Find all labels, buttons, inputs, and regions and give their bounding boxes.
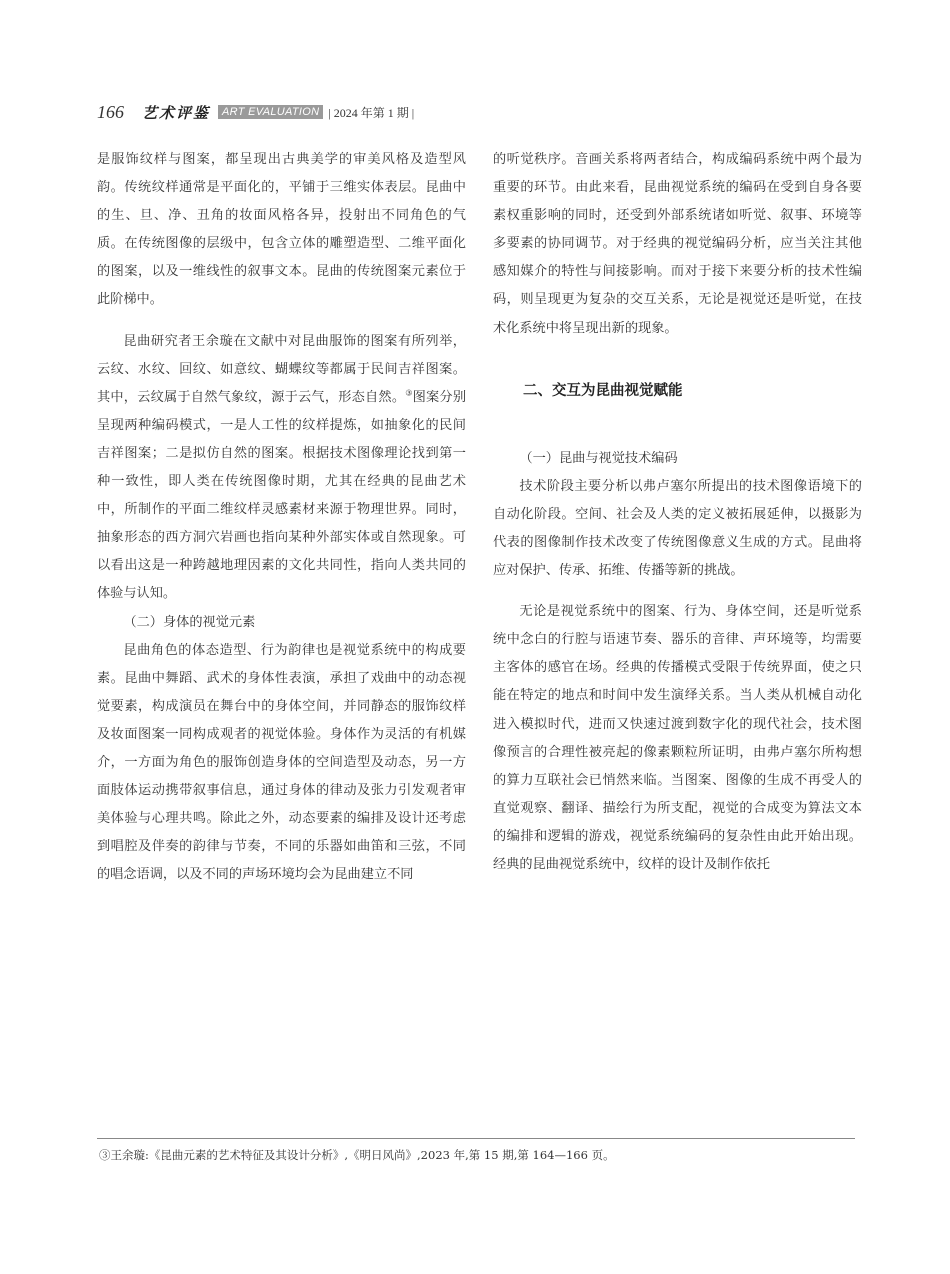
paragraph: 技术阶段主要分析以弗卢塞尔所提出的技术图像语境下的自动化阶段。空间、社会及人类的定义被拓展延伸，以摄影为代表的图像制作技术改变了传统图像意义生成的方式。昆曲将应对保护、传承、拓维、传播等新的挑战。 [493,478,862,579]
section-heading: 二、交互为昆曲视觉赋能 [523,381,683,399]
footnote-divider [97,1138,855,1139]
left-column [97,146,466,889]
paragraph: 无论是视觉系统中的图案、行为、身体空间，还是听觉系统中念白的行腔与语速节奏、器乐的音律、声环境等，均需要主客体的感官在场。经典的传播模式受限于传统界面，使之只能在特定的地点和时间中发生演绎关系。当人类从机械自动化进入模拟时代，进而又快速过渡到数字化的现代社会，技术图像预言的合理性被亮起的像素颗粒所证明，由弗卢塞尔所构想的算力互联社会已悄然来临。当图案、图像的生成不再受人的直觉观察、翻译、描绘行为所支配，视觉的合成变为算法文本的编排和逻辑的游戏，视觉系统编码的复杂性由此开始出现。经典的昆曲视觉系统中，纹样的设计及制作依托 [493,604,862,872]
right-column [493,146,862,879]
paragraph: 的听觉秩序。音画关系将两者结合，构成编码系统中两个最为重要的环节。由此来看，昆曲视觉系统的编码在受到自身各要素权重影响的同时，还受到外部系统诸如听觉、叙事、环境等多要素的协同调节。对于经典的视觉编码分析，应当关注其他感知媒介的特性与间接影响。而对于接下来要分析的技术性编码，则呈现更为复杂的交互关系，无论是视觉还是听觉，在技术化系统中将呈现出新的现象。 [493,152,862,336]
footnote: ③王余璇:《昆曲元素的艺术特征及其设计分析》,《明日风尚》,2023 年,第 15 期,第 164—166 页。 [99,1148,615,1162]
journal-title: 艺术评鉴 [142,103,211,122]
paragraph-text: 昆曲研究者王余璇在文献中对昆曲服饰的图案有所列举，云纹、水纹、回纹、如意纹、蝴蝶纹等都属于民间吉祥图案。其中，云纹属于自然气象纹，源于云气，形态自然。 [97,333,466,405]
issue-label: | 2024 年第 1 期 | [328,105,415,120]
subsection-heading: （二）身体的视觉元素 [123,614,256,630]
paragraph-text: 图案分别呈现两种编码模式，一是人工性的纹样提炼，如抽象化的民间吉祥图案；二是拟仿自然的图案。根据技术图像理论找到第一种一致性，即人类在传统图像时期，尤其在经典的昆曲艺术中，所制作的平面二维纹样灵感素材来源于物理世界。同时，抽象形态的西方洞穴岩画也指向某种外部实体或自然现象。可以看出这是一种跨越地理因素的文化共同性，指向人类共同的体验与认知。 [97,389,467,602]
subsection-heading: （一）昆曲与视觉技术编码 [519,450,678,466]
footnote-ref: ③ [405,388,413,398]
paragraph: 是服饰纹样与图案，都呈现出古典美学的审美风格及造型风韵。传统纹样通常是平面化的，平铺于三维实体表层。昆曲中的生、旦、净、丑角的妆面风格各异，投射出不同角色的气质。在传统图像的层级中，包含立体的雕塑造型、二维平面化的图案，以及一维线性的叙事文本。昆曲的传统图案元素位于此阶梯中。 [97,152,466,308]
journal-english-badge: ART EVALUATION [218,105,323,119]
running-header [97,101,414,123]
page-number: 166 [97,101,124,122]
paragraph: 昆曲角色的体态造型、行为韵律也是视觉系统中的构成要素。昆曲中舞蹈、武术的身体性表演，承担了戏曲中的动态视觉要素，构成演员在舞台中的身体空间，并同静态的服饰纹样及妆面图案一同构成观者的视觉体验。身体作为灵活的有机媒介，一方面为角色的服饰创造身体的空间造型及动态，另一方面肢体运动携带叙事信息，通过身体的律动及张力引发观者审美体验与心理共鸣。除此之外，动态要素的编排及设计还考虑到唱腔及伴奏的韵律与节奏，不同的乐器如曲笛和三弦，不同的唱念语调，以及不同的声场环境均会为昆曲建立不同 [97,642,466,883]
paragraph [97,328,466,609]
